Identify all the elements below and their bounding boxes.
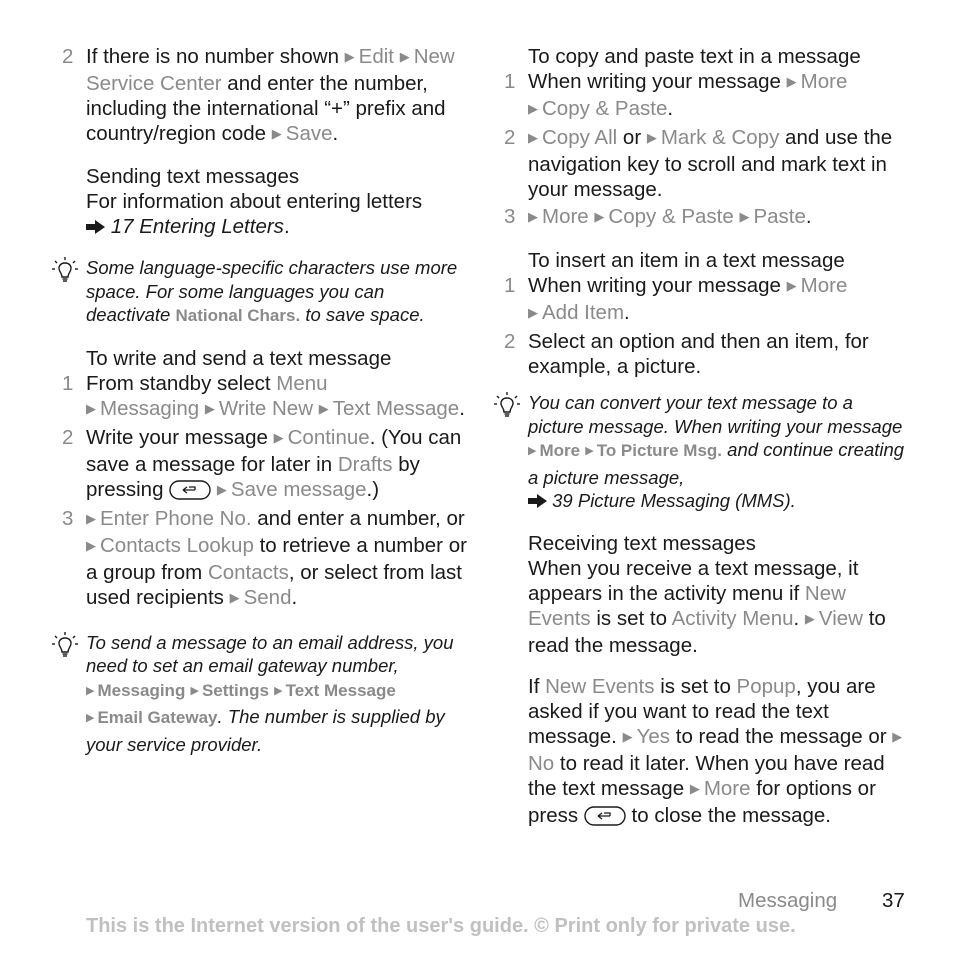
step-text: and use the navigation key to scroll and mark text in your message.	[528, 126, 893, 201]
menu-item-activity-menu: Activity Menu	[671, 606, 794, 630]
cross-reference: 39 Picture Messaging (MMS)	[552, 490, 791, 511]
menu-item-menu: Menu	[276, 371, 328, 395]
triangle-right-icon: ▶	[190, 684, 199, 697]
punctuation: .	[793, 606, 800, 630]
triangle-right-icon: ▶	[594, 209, 605, 224]
paragraph-text: , you are asked if you want to read the text message.	[528, 674, 876, 748]
step-number: 1	[62, 371, 74, 395]
menu-item-enter-phone-no: Enter Phone No.	[100, 506, 252, 530]
step-text: . (You can save a message for later in	[86, 425, 462, 476]
step-text: When writing your message	[528, 70, 781, 93]
sending-paragraph	[60, 189, 470, 239]
punctuation: .	[459, 396, 465, 420]
left-column	[60, 44, 470, 756]
write-step-3	[60, 506, 470, 612]
triangle-right-icon: ▶	[216, 481, 227, 497]
triangle-right-icon: ▶	[646, 130, 657, 145]
write-step-1	[60, 371, 470, 423]
punctuation: .	[624, 301, 630, 324]
tip-text: . The number is supplied by your service provider.	[86, 706, 445, 755]
copy-step-3	[502, 204, 912, 231]
menu-item-copy-paste: Copy & Paste	[608, 205, 734, 228]
triangle-right-icon: ▶	[86, 510, 96, 526]
lightbulb-icon	[492, 391, 522, 421]
menu-item-write-new: Write New	[218, 396, 314, 420]
step-number: 2	[62, 45, 74, 68]
tip-text: To send a message to an email address, you need to set an email gateway number,	[86, 631, 454, 676]
punctuation: .)	[366, 477, 380, 501]
paragraph-text: for options or press	[528, 776, 876, 827]
menu-item-copy-all: Copy All	[542, 126, 618, 149]
tip-text: and continue creating a picture message,	[528, 439, 905, 488]
menu-item-send: Send	[243, 585, 292, 609]
step-text: or	[622, 126, 642, 149]
menu-item-more: More	[703, 776, 751, 800]
receiving-paragraph-2	[502, 674, 912, 828]
triangle-right-icon: ▶	[274, 684, 283, 697]
step-text: to retrieve a number or a group from	[86, 533, 467, 584]
page-number: 37	[882, 889, 905, 912]
menu-item-to-picture-msg: To Picture Msg.	[596, 441, 723, 460]
menu-item-new-events: New Events	[545, 674, 655, 698]
menu-item-mark-copy: Mark & Copy	[660, 126, 780, 149]
step-text: Select an option and then an item, for example, a picture.	[528, 330, 869, 378]
step-text: and enter a number, or	[257, 506, 465, 530]
menu-item-more: More	[800, 274, 848, 297]
paragraph-text: is set to	[660, 674, 731, 698]
tip-text: to save space.	[305, 304, 425, 325]
menu-item-messaging: Messaging	[100, 396, 200, 420]
menu-item-save-message: Save message	[230, 477, 367, 501]
triangle-right-icon: ▶	[318, 400, 329, 416]
step-number: 1	[504, 274, 516, 297]
tip-picture-message	[502, 391, 912, 513]
menu-item-national-chars: National Chars.	[175, 306, 301, 325]
back-key-icon	[169, 480, 211, 500]
triangle-right-icon: ▶	[528, 445, 537, 457]
punctuation: .	[332, 122, 339, 145]
tip-language-chars	[60, 256, 470, 328]
menu-item-messaging: Messaging	[97, 680, 186, 700]
right-column	[502, 44, 912, 828]
menu-item-more: More	[542, 205, 589, 228]
menu-item-no: No	[528, 751, 555, 775]
triangle-right-icon: ▶	[86, 684, 95, 697]
triangle-right-icon: ▶	[399, 49, 410, 64]
tip-email-gateway	[60, 631, 470, 757]
triangle-right-icon: ▶	[689, 780, 700, 796]
step-text: Write your message	[86, 425, 268, 449]
triangle-right-icon: ▶	[86, 537, 96, 553]
menu-item-edit: Edit	[358, 45, 394, 68]
paragraph-text: to read the message or	[675, 724, 887, 748]
menu-item-paste: Paste	[753, 205, 806, 228]
menu-item-drafts: Drafts	[337, 452, 393, 476]
menu-item-email-gateway: Email Gateway	[97, 708, 218, 727]
step-number: 2	[504, 126, 516, 149]
triangle-right-icon: ▶	[229, 589, 240, 605]
cross-reference: 17 Entering Letters	[110, 215, 284, 238]
menu-item-popup: Popup	[736, 674, 796, 698]
step-2-service-center	[60, 44, 470, 148]
step-text: When writing your message	[528, 274, 781, 297]
footer-section-title: Messaging	[738, 889, 838, 912]
footer-copyright-note: This is the Internet version of the user's guide. © Print only for private use.	[86, 915, 796, 937]
step-number: 2	[504, 330, 516, 353]
menu-item-continue: Continue	[287, 425, 370, 449]
insert-step-1	[502, 273, 912, 327]
triangle-right-icon: ▶	[86, 400, 96, 416]
menu-item-copy-paste: Copy & Paste	[542, 97, 668, 120]
arrow-right-icon	[528, 494, 547, 508]
section-heading-write: To write and send a text message	[86, 346, 392, 370]
triangle-right-icon: ▶	[271, 126, 282, 141]
paragraph-text: For information about entering letters	[86, 190, 423, 213]
menu-item-new-events: New Events	[528, 581, 846, 630]
triangle-right-icon: ▶	[86, 712, 95, 724]
step-number: 1	[504, 70, 516, 93]
triangle-right-icon: ▶	[892, 728, 903, 744]
triangle-right-icon: ▶	[344, 49, 355, 64]
menu-item-settings: Settings	[201, 680, 269, 700]
section-heading-insert: To insert an item in a text message	[528, 249, 845, 272]
menu-item-text-message: Text Message	[285, 680, 396, 700]
menu-item-add-item: Add Item	[542, 301, 625, 324]
triangle-right-icon: ▶	[585, 445, 594, 457]
triangle-right-icon: ▶	[786, 278, 797, 293]
step-number: 2	[62, 425, 74, 449]
triangle-right-icon: ▶	[528, 130, 538, 145]
triangle-right-icon: ▶	[786, 74, 797, 89]
step-text: and enter the number, including the international “+” prefix and country/region code	[86, 72, 446, 145]
paragraph-text: If	[528, 674, 540, 698]
section-heading-sending: Sending text messages	[86, 165, 300, 188]
menu-item-save: Save	[285, 122, 333, 145]
triangle-right-icon: ▶	[273, 429, 284, 445]
menu-item-contacts: Contacts	[207, 560, 289, 584]
menu-item-yes: Yes	[636, 724, 671, 748]
menu-item-view: View	[818, 606, 863, 630]
step-text: From standby select	[86, 371, 271, 395]
step-text: by pressing	[86, 452, 420, 501]
write-step-2	[60, 425, 470, 504]
triangle-right-icon: ▶	[528, 209, 538, 224]
punctuation: .	[283, 215, 290, 238]
triangle-right-icon: ▶	[739, 209, 750, 224]
menu-item-more: More	[800, 70, 848, 93]
paragraph-text: to close the message.	[631, 803, 831, 827]
triangle-right-icon: ▶	[528, 305, 538, 320]
punctuation: .	[790, 490, 796, 511]
arrow-right-icon	[86, 220, 105, 234]
punctuation: .	[667, 97, 674, 120]
step-text: , or select from last used recipients	[86, 560, 463, 609]
back-key-icon	[584, 806, 626, 826]
triangle-right-icon: ▶	[204, 400, 215, 416]
menu-item-text-message: Text Message	[332, 396, 460, 420]
step-number: 3	[504, 205, 516, 228]
triangle-right-icon: ▶	[804, 610, 815, 626]
copy-step-1	[502, 69, 912, 123]
paragraph-text: When you receive a text message, it appears in the activity menu if	[528, 556, 859, 605]
lightbulb-icon	[50, 256, 80, 286]
section-heading-receiving: Receiving text messages	[528, 531, 756, 555]
receiving-paragraph-1	[502, 556, 912, 658]
insert-step-2	[502, 329, 912, 379]
menu-item-new-service-center: New Service Center	[86, 45, 455, 95]
copy-step-2	[502, 125, 912, 202]
tip-text: Some language-specific characters use more space. For some languages you can deactivate	[86, 257, 458, 325]
triangle-right-icon: ▶	[622, 728, 633, 744]
section-heading-copy: To copy and paste text in a message	[528, 45, 861, 68]
tip-text: You can convert your text message to a picture message. When writing your message	[528, 392, 903, 437]
punctuation: .	[805, 205, 812, 228]
step-text: If there is no number shown	[86, 45, 339, 68]
paragraph-text: to read it later. When you have read the text message	[528, 751, 885, 800]
menu-item-contacts-lookup: Contacts Lookup	[100, 533, 254, 557]
lightbulb-icon	[50, 631, 80, 661]
paragraph-text: to read the message.	[528, 606, 886, 657]
paragraph-text: is set to	[596, 606, 668, 630]
step-number: 3	[62, 506, 74, 530]
punctuation: .	[291, 585, 298, 609]
triangle-right-icon: ▶	[528, 101, 538, 116]
menu-item-more: More	[539, 441, 581, 460]
